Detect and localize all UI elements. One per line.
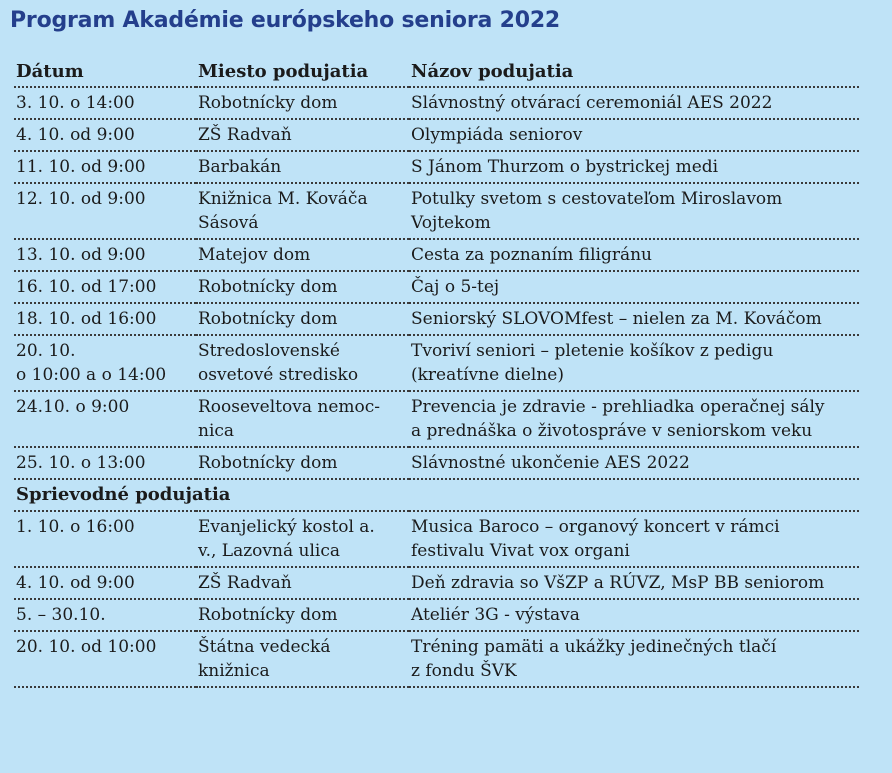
place-line: knižnica — [198, 661, 270, 681]
cell-name — [409, 335, 859, 391]
date-line: 16. 10. od 17:00 — [16, 277, 157, 297]
table-row — [14, 391, 859, 447]
table-row — [14, 271, 859, 303]
cell-date — [14, 335, 196, 391]
date-line: 4. 10. od 9:00 — [16, 573, 135, 593]
cell-date — [14, 151, 196, 183]
place-line: Robotnícky dom — [198, 277, 338, 297]
name-line: z fondu ŠVK — [411, 661, 517, 681]
cell-place — [196, 511, 409, 567]
place-line: Sásová — [198, 213, 259, 233]
cell-name — [409, 271, 859, 303]
cell-date — [14, 631, 196, 687]
cell-place — [196, 271, 409, 303]
name-line: festivalu Vivat vox organi — [411, 541, 630, 561]
section-row — [14, 479, 859, 511]
cell-date — [14, 599, 196, 631]
name-line: Olympiáda seniorov — [411, 125, 583, 145]
place-line: Matejov dom — [198, 245, 311, 265]
place-line: Rooseveltova nemoc- — [198, 397, 380, 417]
cell-place — [196, 119, 409, 151]
cell-place — [196, 151, 409, 183]
place-line: v., Lazovná ulica — [198, 541, 340, 561]
date-line: 5. – 30.10. — [16, 605, 106, 625]
cell-name — [409, 239, 859, 271]
program-table — [14, 56, 859, 688]
events-body — [14, 87, 859, 479]
cell-place — [196, 391, 409, 447]
cell-place — [196, 87, 409, 119]
cell-name — [409, 119, 859, 151]
place-line: ZŠ Radvaň — [198, 573, 292, 593]
name-line: Musica Baroco – organový koncert v rámci — [411, 517, 780, 537]
name-line: Slávnostné ukončenie AES 2022 — [411, 453, 690, 473]
table-row — [14, 151, 859, 183]
place-line: Štátna vedecká — [198, 637, 331, 657]
name-line: a prednáška o životospráve v seniorskom veku — [411, 421, 813, 441]
table-header-row — [14, 56, 859, 87]
cell-place — [196, 239, 409, 271]
table-row — [14, 631, 859, 687]
name-line: Seniorský SLOVOMfest – nielen za M. Kováčom — [411, 309, 822, 329]
date-line: 1. 10. o 16:00 — [16, 517, 135, 537]
cell-place — [196, 599, 409, 631]
cell-name — [409, 183, 859, 239]
table-row — [14, 511, 859, 567]
date-line: 24.10. o 9:00 — [16, 397, 130, 417]
table-row — [14, 447, 859, 479]
place-line: Knižnica M. Kováča — [198, 189, 368, 209]
header-place: Miesto podujatia — [196, 56, 409, 87]
cell-name — [409, 511, 859, 567]
cell-name — [409, 631, 859, 687]
cell-name — [409, 599, 859, 631]
table-row — [14, 183, 859, 239]
cell-name — [409, 391, 859, 447]
cell-date — [14, 183, 196, 239]
place-line: Stredoslovenské — [198, 341, 340, 361]
cell-name — [409, 303, 859, 335]
place-line: nica — [198, 421, 235, 441]
name-line: Čaj o 5-tej — [411, 277, 500, 297]
date-line: 20. 10. od 10:00 — [16, 637, 157, 657]
table-row — [14, 303, 859, 335]
date-line: 18. 10. od 16:00 — [16, 309, 157, 329]
cell-name — [409, 567, 859, 599]
cell-date — [14, 391, 196, 447]
accompanying-body — [14, 511, 859, 687]
cell-date — [14, 87, 196, 119]
date-line: 12. 10. od 9:00 — [16, 189, 146, 209]
cell-place — [196, 631, 409, 687]
section-title: Sprievodné podujatia — [14, 479, 859, 511]
place-line: Robotnícky dom — [198, 453, 338, 473]
place-line: Robotnícky dom — [198, 309, 338, 329]
table-row — [14, 567, 859, 599]
name-line: (kreatívne dielne) — [411, 365, 564, 385]
table-row — [14, 335, 859, 391]
cell-date — [14, 303, 196, 335]
table-row — [14, 119, 859, 151]
name-line: S Jánom Thurzom o bystrickej medi — [411, 157, 719, 177]
cell-name — [409, 447, 859, 479]
table-row — [14, 599, 859, 631]
cell-place — [196, 447, 409, 479]
date-line: 20. 10. — [16, 341, 76, 361]
date-line: 13. 10. od 9:00 — [16, 245, 146, 265]
section-body — [14, 479, 859, 511]
name-line: Ateliér 3G - výstava — [411, 605, 580, 625]
place-line: Robotnícky dom — [198, 93, 338, 113]
cell-place — [196, 303, 409, 335]
date-line: 25. 10. o 13:00 — [16, 453, 146, 473]
name-line: Deň zdravia so VšZP a RÚVZ, MsP BB seniorom — [411, 573, 825, 593]
header-name: Názov podujatia — [409, 56, 859, 87]
place-line: Barbakán — [198, 157, 282, 177]
cell-place — [196, 335, 409, 391]
table-row — [14, 87, 859, 119]
cell-place — [196, 183, 409, 239]
name-line: Vojtekom — [411, 213, 491, 233]
name-line: Slávnostný otvárací ceremoniál AES 2022 — [411, 93, 773, 113]
cell-date — [14, 271, 196, 303]
place-line: osvetové stredisko — [198, 365, 359, 385]
place-line: ZŠ Radvaň — [198, 125, 292, 145]
table-row — [14, 239, 859, 271]
name-line: Cesta za poznaním filigránu — [411, 245, 652, 265]
date-line: o 10:00 a o 14:00 — [16, 365, 167, 385]
place-line: Robotnícky dom — [198, 605, 338, 625]
date-line: 3. 10. o 14:00 — [16, 93, 135, 113]
place-line: Evanjelický kostol a. — [198, 517, 375, 537]
date-line: 11. 10. od 9:00 — [16, 157, 146, 177]
cell-place — [196, 567, 409, 599]
cell-date — [14, 567, 196, 599]
header-date: Dátum — [14, 56, 196, 87]
cell-date — [14, 511, 196, 567]
name-line: Potulky svetom s cestovateľom Miroslavom — [411, 189, 783, 209]
date-line: 4. 10. od 9:00 — [16, 125, 135, 145]
cell-name — [409, 87, 859, 119]
name-line: Tréning pamäti a ukážky jedinečných tlačí — [411, 637, 777, 657]
page-title: Program Akadémie európskeho seniora 2022 — [10, 8, 561, 33]
cell-date — [14, 119, 196, 151]
name-line: Tvoriví seniori – pletenie košíkov z pedigu — [411, 341, 774, 361]
name-line: Prevencia je zdravie - prehliadka operačnej sály — [411, 397, 825, 417]
cell-date — [14, 239, 196, 271]
cell-date — [14, 447, 196, 479]
cell-name — [409, 151, 859, 183]
